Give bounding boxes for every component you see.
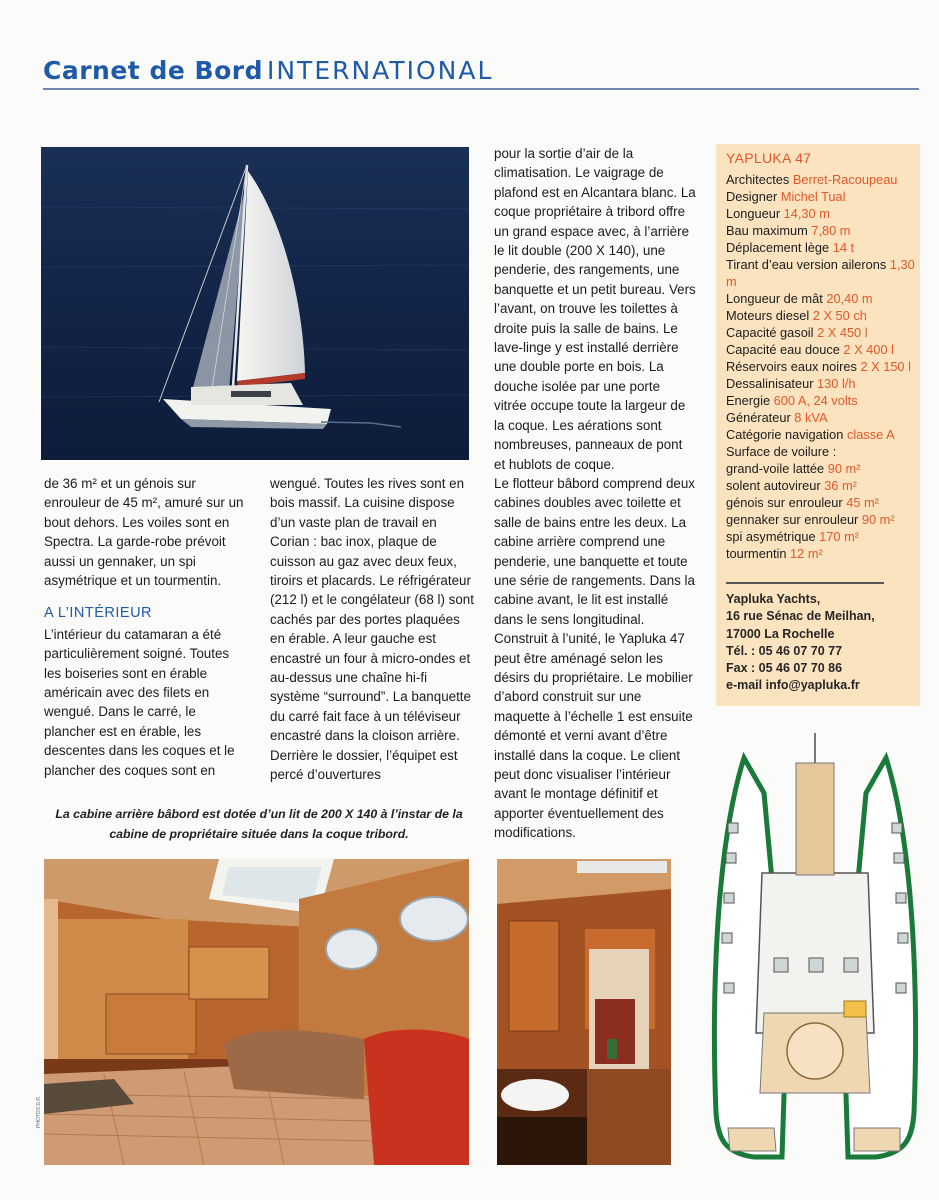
photo-credit: PHOTOS D.R. [36,1095,42,1128]
builder-address: 16 rue Sénac de Meilhan, [726,609,875,624]
spec-item: Designer Michel Tual [726,189,846,204]
section-title: INTERNATIONAL [266,56,494,85]
spec-item: Déplacement lège 14 t [726,240,855,255]
article-paragraph: Le flotteur bâbord comprend deux cabines doubles avec toilette et salle de bains entre les deux. La cabine arrière comprend une penderie, une banquette et toute une série de rangements. Dans la cabine avant, le lit est installé dans le sens longitudinal. [494,475,695,627]
cabin-photo [44,859,469,1165]
magazine-section-brand: Carnet de Bord [43,56,263,85]
builder-city: 17000 La Rochelle [726,626,835,641]
deck-plan-diagram [704,733,926,1163]
spec-item: génois sur enrouleur 45 m² [726,495,879,510]
article-paragraph: Construit à l’unité, le Yapluka 47 peut être aménagé selon les désirs du propriétaire. Le mobilier d’abord construit sur une maquette à l’échelle 1 est ensuite démonté et verni avant d’être installé dans la coque. Le client peut donc visualiser l’intérieur avant le montage définitif et apporter éventuellement des modifications. [494,631,693,841]
article-paragraph: pour la sortie d’air de la climatisation. Le vaigrage de plafond est en Alcantara blanc. La coque propriétaire à tribord offre un grand espace avec, à l’arrière le lit double (200 X 140), une penderie, des rangements, une banquette et un petit bureau. Vers l’avant, on trouve les toilettes à droite puis la salle de bains. Le lave-linge y est installé derrière une double porte en bois. La douche isolée par une porte vitrée occupe toute la largeur de la coque. Les aérations sont nombreuses, panneaux de pont et hublots de coque. [494,146,696,472]
builder-fax: Fax : 05 46 07 70 86 [726,661,843,676]
spec-item: gennaker sur enrouleur 90 m² [726,512,895,527]
article-paragraph: L’intérieur du catamaran a été particulièrement soigné. Toutes les boiseries sont en érable américain avec des filets en wengué. Dans le carré, le plancher est en érable, les descentes dans les coques et le plancher des coques sont en [44,626,235,778]
spec-item: Catégorie navigation classe A [726,427,895,442]
spec-item: Energie 600 A, 24 volts [726,393,858,408]
spec-item: Capacité eau douce 2 X 400 l [726,342,894,357]
builder-contact [726,591,875,695]
spec-item: Surface de voilure : [726,444,837,459]
spec-item: Longueur de mât 20,40 m [726,291,873,306]
page-header [43,56,919,92]
article-paragraph: de 36 m² et un génois sur enrouleur de 45 m², amuré sur un bout dehors. Les voiles sont en Spectra. La garde-robe prévoit aussi un gennaker, un spi asymétrique et un tourmentin. [44,476,244,589]
article-column-1 [44,474,244,780]
specifications-box [716,144,920,706]
builder-name: Yapluka Yachts, [726,592,821,606]
spec-item: Moteurs diesel 2 X 50 ch [726,308,867,323]
article-column-2 [270,474,476,785]
article-paragraph: wengué. Toutes les rives sont en bois massif. La cuisine dispose d’un vaste plan de travail en Corian : bac inox, plaque de cuisson au gaz avec deux feux, tiroirs et placards. Le réfrigérateur (212 l) et le congélateur (68 l) sont cachés par des portes plaquées en érable. A leur gauche est encastré un four à micro-ondes et au-dessus une chaîne hi-fi système “surround”. La banquette du carré fait face à un téléviseur encastré dans la cloison arrière. Derrière le dossier, l’équipet est percé d’ouvertures [270,476,474,783]
spec-item: Générateur 8 kVA [726,410,828,425]
spec-list [726,171,918,562]
builder-email: e-mail info@yapluka.fr [726,678,860,693]
bathroom-photo [497,859,671,1165]
builder-phone: Tél. : 05 46 07 70 77 [726,643,843,658]
spec-divider [726,582,884,584]
spec-item: spi asymétrique 170 m² [726,529,859,544]
header-rule [43,88,919,90]
article-column-3 [494,144,696,843]
spec-item: Longueur 14,30 m [726,206,830,221]
spec-item: Architectes Berret-Racoupeau [726,172,898,187]
section-subheading: A L’INTÉRIEUR [44,605,153,622]
spec-item: Bau maximum 7,80 m [726,223,851,238]
spec-item: Tirant d’eau version ailerons 1,30 m [726,257,915,289]
spec-item: Capacité gasoil 2 X 450 l [726,325,868,340]
spec-item: grand-voile lattée 90 m² [726,461,861,476]
spec-item: tourmentin 12 m² [726,546,823,561]
spec-title: YAPLUKA 47 [726,150,812,166]
spec-item: Réservoirs eaux noires 2 X 150 l [726,359,911,374]
photo-caption: La cabine arrière bâbord est dotée d’un lit de 200 X 140 à l’instar de la cabine de propriétaire située dans la coque tribord. [55,807,463,841]
spec-item: solent autovireur 36 m² [726,478,857,493]
spec-item: Dessalinisateur 130 l/h [726,376,856,391]
catamaran-photo [41,147,469,460]
